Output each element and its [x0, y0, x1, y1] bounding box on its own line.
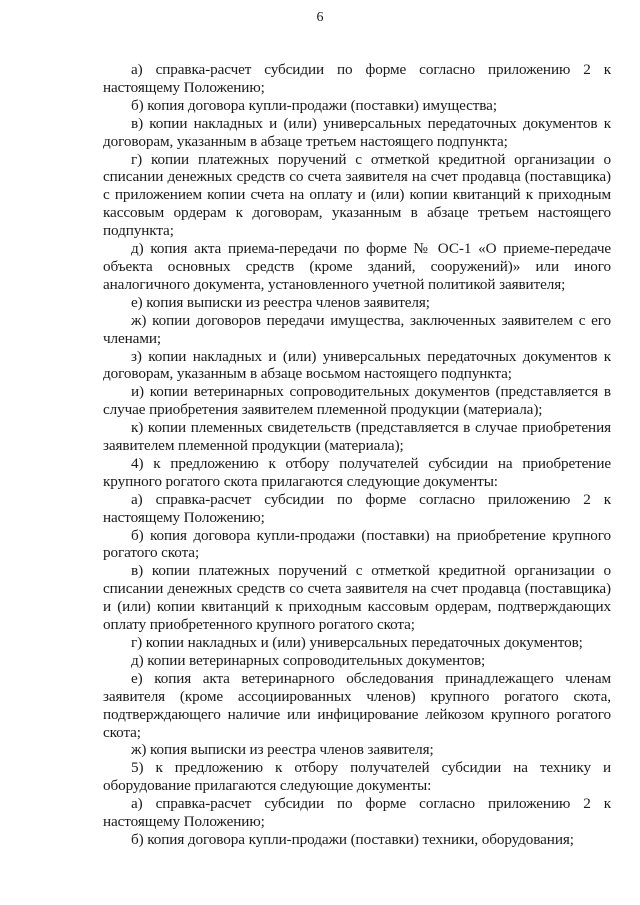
page-number: 6 [316, 10, 324, 25]
paragraph: 5) к предложению к отбору получателей субсидии на технику и оборудование прилагаются следующие документы: [103, 759, 611, 795]
paragraph: е) копия выписки из реестра членов заявителя; [131, 293, 430, 311]
paragraph: в) копии платежных поручений с отметкой кредитной организации о списании денежных средств со счета заявителя на счет продавца (поставщика) и (или) копии квитанций к приходным кассовым ордерам, подтверждающих оплату приобретенного крупного рогатого скота; [103, 562, 611, 634]
paragraph: ж) копия выписки из реестра членов заявителя; [131, 741, 434, 759]
paragraph: б) копия договора купли-продажи (поставки) на приобретение крупного рогатого скота; [103, 526, 611, 562]
paragraph: а) справка-расчет субсидии по форме согласно приложению 2 к настоящему Положению; [103, 490, 611, 526]
paragraph: а) справка-расчет субсидии по форме согласно приложению 2 к настоящему Положению; [103, 795, 611, 831]
paragraph: д) копия акта приема-передачи по форме № ОС-1 «О приеме-передаче объекта основных средств (кроме зданий, сооружений)» или иного аналогичного документа, установленного учетной политикой заявителя; [103, 240, 611, 293]
paragraph: г) копии накладных и (или) универсальных передаточных документов; [131, 634, 583, 651]
paragraph: ж) копии договоров передачи имущества, заключенных заявителем с его членами; [103, 311, 611, 347]
paragraph: е) копия акта ветеринарного обследования принадлежащего членам заявителя (кроме ассоциированных членов) крупного рогатого скота, подтверждающего наличие или инфицирование лейкозом крупного рогатого скота; [103, 669, 611, 741]
paragraph: г) копии платежных поручений с отметкой кредитной организации о списании денежных средств со счета заявителя на счет продавца (поставщика) с приложением копии счета на оплату и (или) копии квитанций к приходным кассовым ордерам к договорам, указанным в абзаце третьем настоящего подпункта; [103, 150, 611, 240]
paragraph: б) копия договора купли-продажи (поставки) техники, оборудования; [131, 830, 574, 848]
paragraph: б) копия договора купли-продажи (поставки) имущества; [131, 96, 497, 114]
document-body [103, 61, 611, 849]
paragraph: з) копии накладных и (или) универсальных передаточных документов к договорам, указанным в абзаце восьмом настоящего подпункта; [103, 347, 611, 383]
paragraph: к) копии племенных свидетельств (представляется в случае приобретения заявителем племенной продукции (материала); [103, 419, 611, 455]
paragraph: в) копии накладных и (или) универсальных передаточных документов к договорам, указанным в абзаце третьем настоящего подпункта; [103, 114, 611, 150]
paragraph: и) копии ветеринарных сопроводительных документов (представляется в случае приобретения заявителем племенной продукции (материала); [103, 383, 611, 419]
paragraph: а) справка-расчет субсидии по форме согласно приложению 2 к настоящему Положению; [103, 61, 611, 96]
paragraph: 4) к предложению к отбору получателей субсидии на приобретение крупного рогатого скота прилагаются следующие документы: [103, 454, 611, 490]
paragraph: д) копии ветеринарных сопроводительных документов; [131, 651, 486, 669]
